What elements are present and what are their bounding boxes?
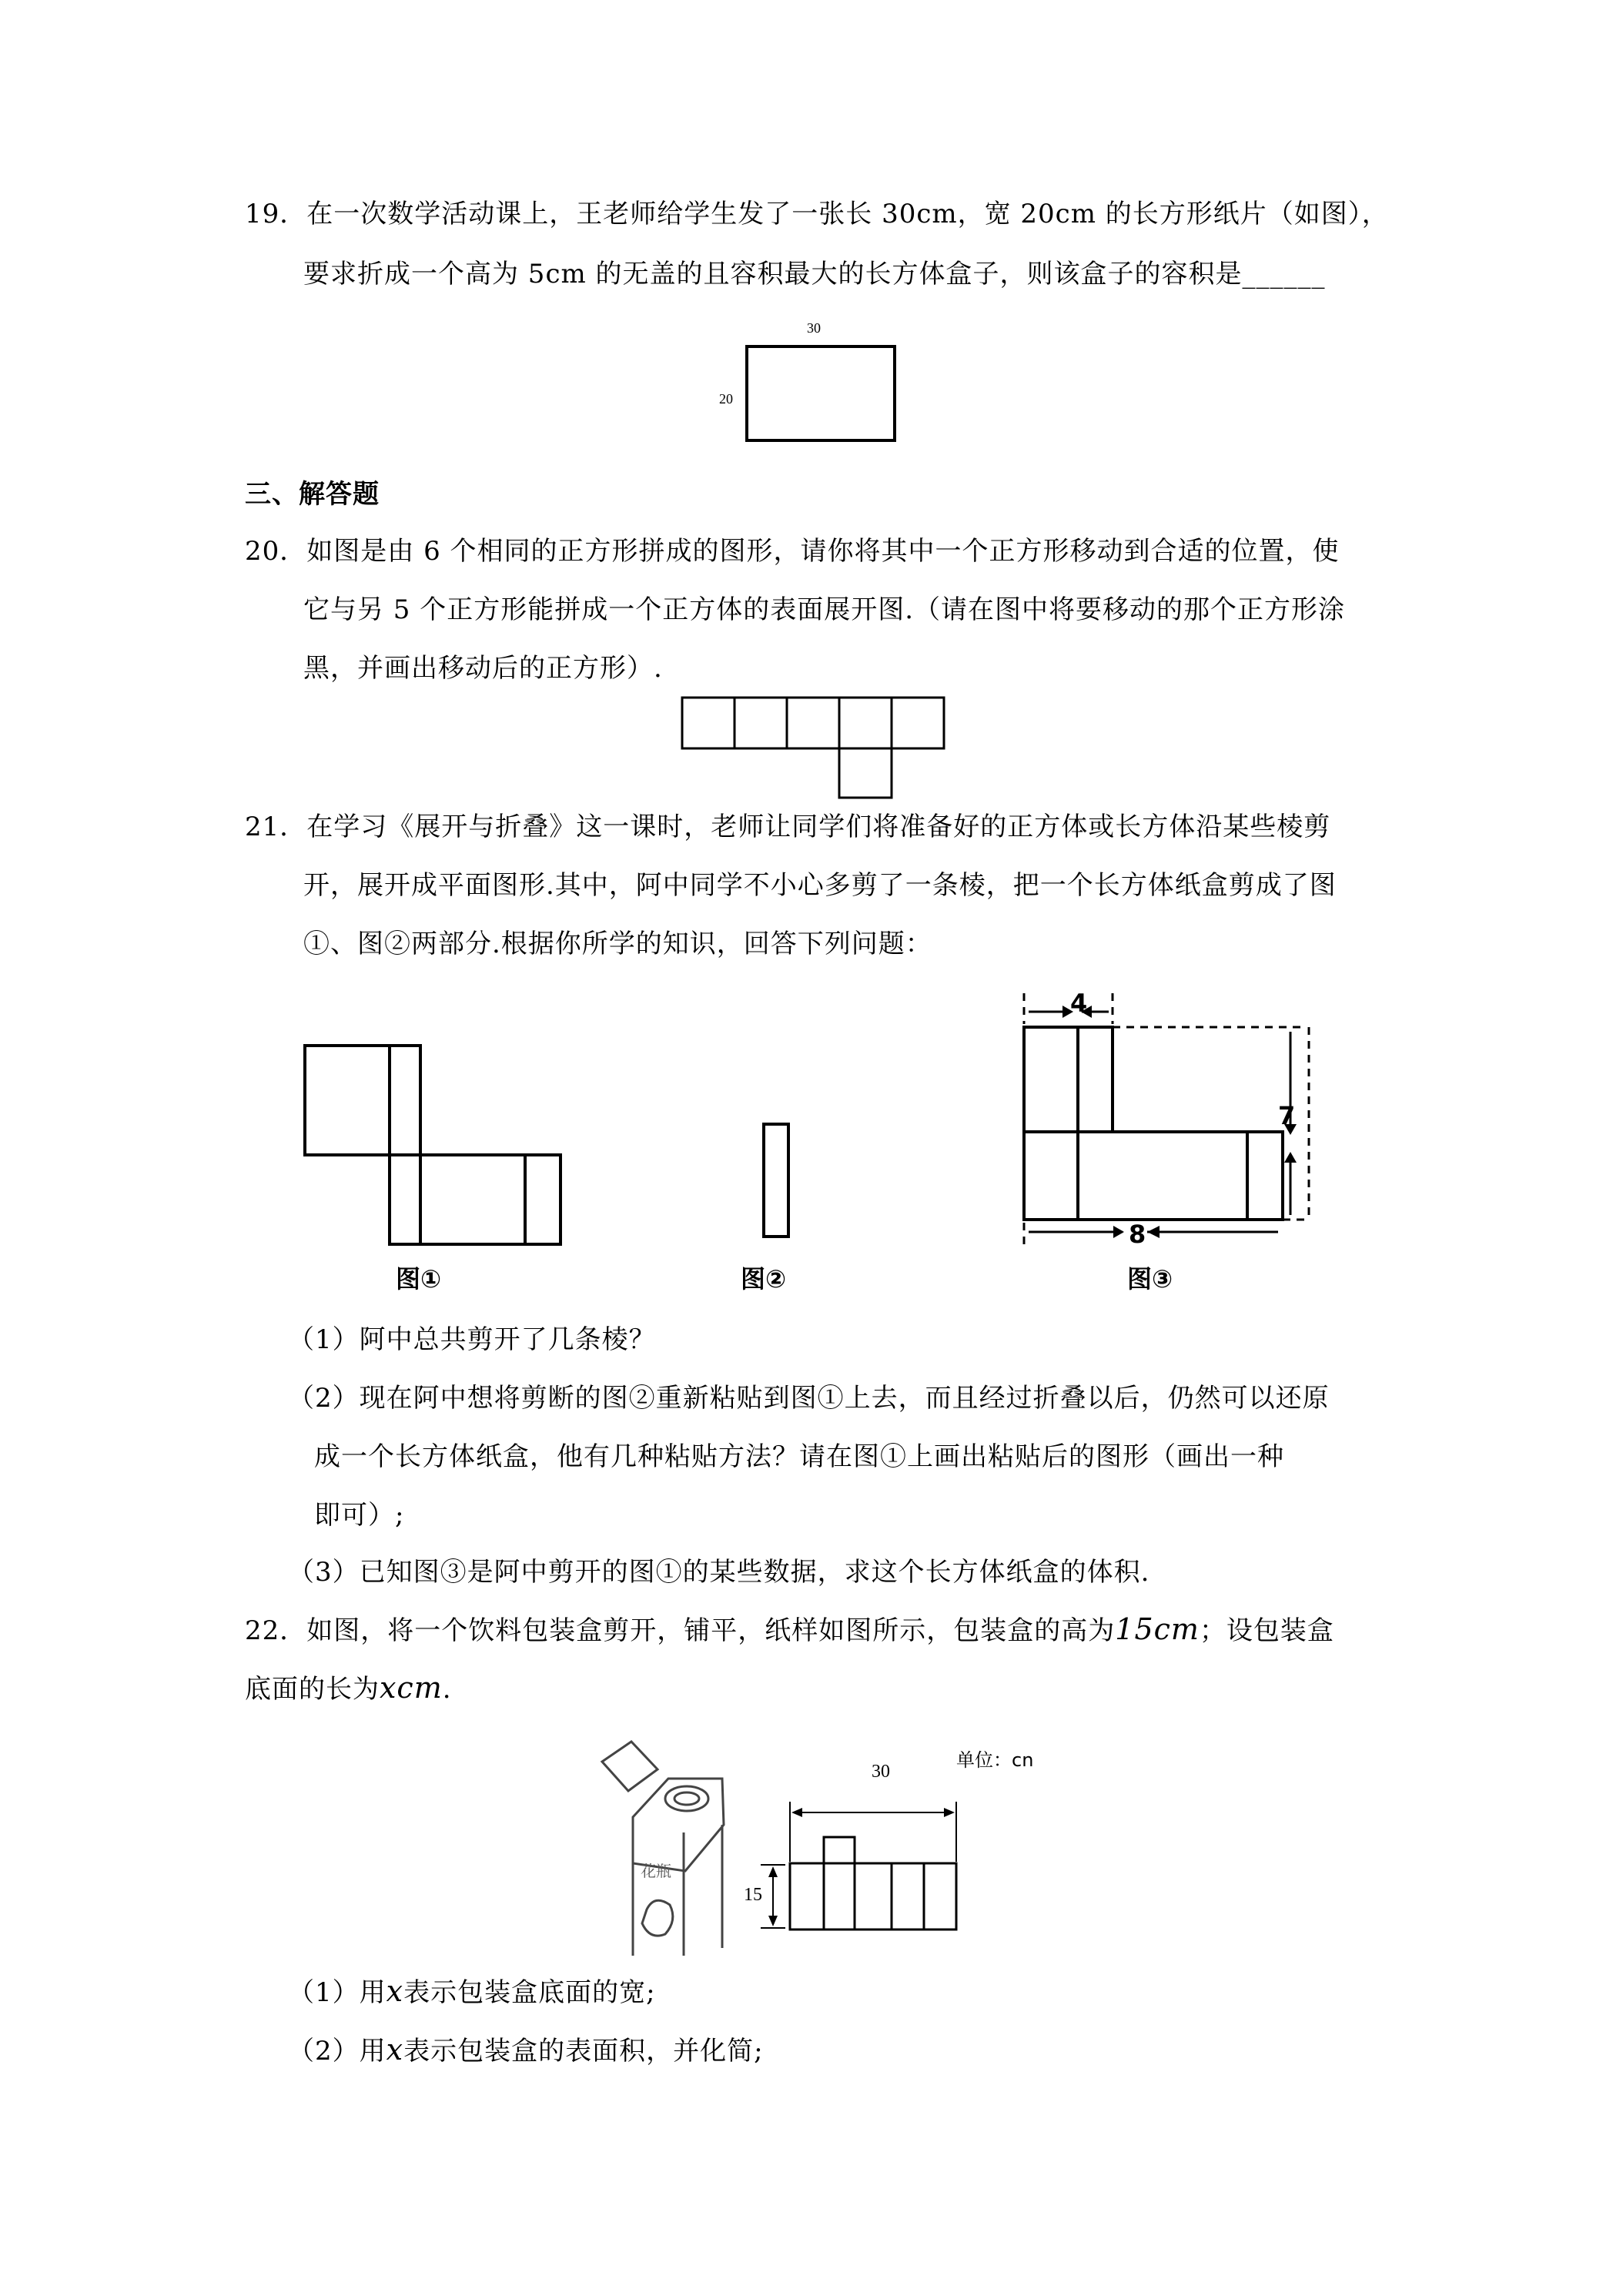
q21-part3: （3）已知图③是阿中剪开的图①的某些数据，求这个长方体纸盒的体积. [288,1557,1150,1588]
q21-dim-7: 7 [1278,1101,1296,1130]
q22-dim-30: 30 [872,1762,890,1782]
q21-figure-3 [1009,989,1317,1243]
q19-rectangle-figure [745,345,899,445]
q22-part2 [288,2033,764,2068]
q21-part2-line2: 成一个长方体纸盒，他有几种粘贴方法？请在图①上画出粘贴后的图形（画出一种 [314,1441,1284,1472]
section-title: 三、解答题 [245,479,380,510]
q21-line2: 开，展开成平面图形.其中，阿中同学不小心多剪了一条棱，把一个长方体纸盒剪成了图 [303,870,1337,901]
q22-line1-tail: ；设包装盒 [1199,1615,1334,1646]
q22-line2 [245,1671,452,1706]
q19-fig-left-label: 20 [719,391,733,407]
q21-figure-2 [761,1121,791,1244]
q20-line1: 20．如图是由 6 个相同的正方形拼成的图形，请你将其中一个正方形移动到合适的位置，使 [245,536,1340,567]
q21-part1: （1）阿中总共剪开了几条棱？ [288,1324,656,1355]
q22-line2-text: 底面的长为 [245,1674,380,1705]
q21-line1: 21．在学习《展开与折叠》这一课时，老师让同学们将准备好的正方体或长方体沿某些棱剪 [245,812,1331,842]
q22-part2-post: 表示包装盒的表面积，并化简; [403,2036,764,2067]
q22-line1 [245,1612,1334,1648]
q20-squares-figure [681,696,950,801]
q22-line2-tail: . [442,1674,452,1705]
q21-line3: ①、图②两部分.根据你所学的知识，回答下列问题： [303,929,932,959]
q21-part2-line1: （2）现在阿中想将剪断的图②重新粘贴到图①上去，而且经过折叠以后，仍然可以还原 [288,1383,1330,1414]
q19-line2: 要求折成一个高为 5cm 的无盖的且容积最大的长方体盒子，则该盒子的容积是______ [303,259,1326,290]
q22-part2-pre: （2）用 [288,2036,387,2067]
q22-unit-label: 单位：cn [956,1749,1034,1771]
q22-part1 [288,1974,656,2010]
q22-part1-x: x [386,1974,404,2008]
q21-fig3-label: 图③ [1127,1264,1173,1294]
q22-box-label: 花瓶 [641,1862,671,1880]
q19-fig-top-label: 30 [807,320,821,336]
q20-line2: 它与另 5 个正方形能拼成一个正方体的表面展开图.（请在图中将要移动的那个正方形涂 [303,594,1346,625]
q21-part2-line3: 即可）; [314,1500,405,1531]
q22-part1-pre: （1）用 [288,1977,387,2008]
q21-dim-4: 4 [1070,989,1088,1018]
q22-length-math: xcm [380,1671,443,1705]
q21-figure-1 [300,1039,562,1247]
q21-fig1-label: 图① [396,1264,442,1294]
q22-package-figure [593,1732,993,1963]
q22-line1-text: 22．如图，将一个饮料包装盒剪开，铺平，纸样如图所示，包装盒的高为 [245,1615,1116,1646]
q22-part2-x: x [386,2033,404,2067]
q21-fig2-label: 图② [741,1264,787,1294]
q19-line1: 19．在一次数学活动课上，王老师给学生发了一张长 30cm，宽 20cm 的长方形纸片（如图）， [245,199,1389,229]
q21-dim-8: 8 [1129,1220,1146,1249]
q22-part1-post: 表示包装盒底面的宽; [403,1977,656,2008]
q22-dim-15: 15 [744,1885,762,1905]
q22-height-math: 15cm [1115,1612,1200,1646]
q20-line3: 黑，并画出移动后的正方形）. [303,653,663,684]
